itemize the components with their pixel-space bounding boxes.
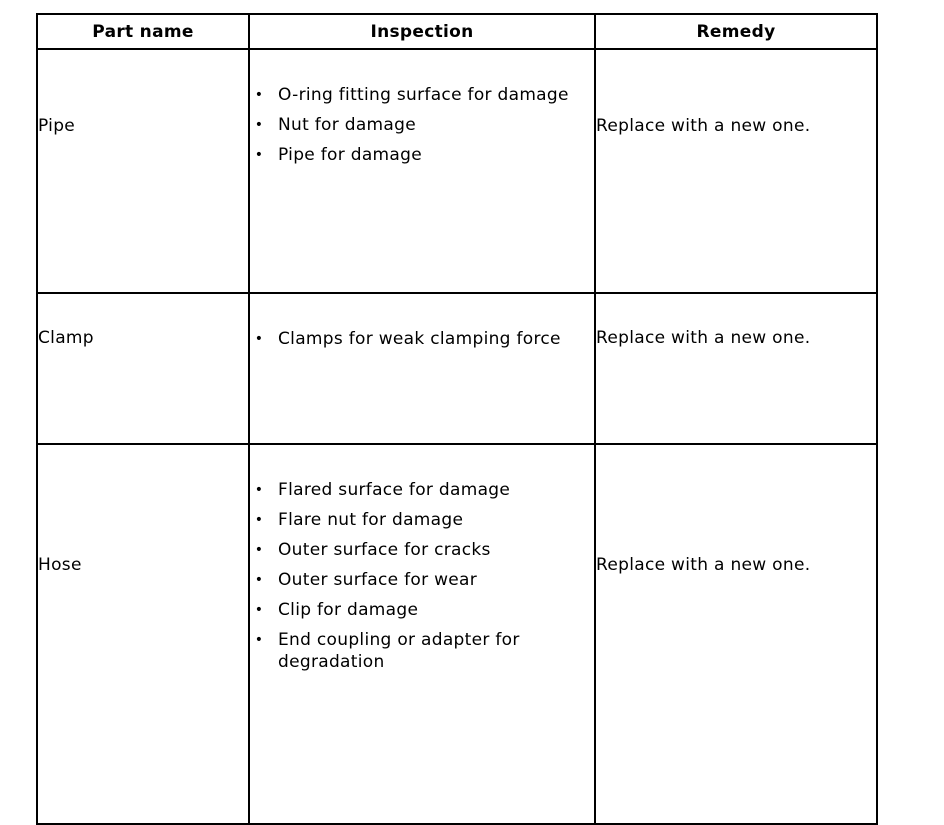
bullet-icon: • bbox=[254, 331, 264, 347]
table-header-row bbox=[37, 14, 877, 49]
inspection-item-text: End coupling or adapter for degradation bbox=[278, 630, 520, 672]
remedy-cell: Replace with a new one. bbox=[595, 293, 877, 444]
bullet-icon: • bbox=[254, 572, 264, 588]
part-name-cell: Pipe bbox=[37, 49, 249, 293]
bullet-icon: • bbox=[254, 482, 264, 498]
inspection-item bbox=[250, 629, 594, 673]
inspection-item-text: Pipe for damage bbox=[278, 145, 422, 165]
remedy-cell: Replace with a new one. bbox=[595, 49, 877, 293]
remedy-cell: Replace with a new one. bbox=[595, 444, 877, 824]
inspection-cell bbox=[249, 293, 595, 444]
header-remedy: Remedy bbox=[595, 14, 877, 49]
inspection-item bbox=[250, 539, 594, 561]
header-part-name: Part name bbox=[37, 14, 249, 49]
inspection-list bbox=[250, 479, 594, 673]
inspection-item bbox=[250, 328, 594, 350]
inspection-item-text: O-ring fitting surface for damage bbox=[278, 85, 569, 105]
inspection-item bbox=[250, 114, 594, 136]
table-row bbox=[37, 293, 877, 444]
inspection-item-text: Flared surface for damage bbox=[278, 480, 511, 500]
inspection-cell bbox=[249, 444, 595, 824]
bullet-icon: • bbox=[254, 542, 264, 558]
inspection-item bbox=[250, 599, 594, 621]
part-name-cell: Clamp bbox=[37, 293, 249, 444]
table-row bbox=[37, 444, 877, 824]
inspection-item bbox=[250, 144, 594, 166]
inspection-item bbox=[250, 479, 594, 501]
bullet-icon: • bbox=[254, 147, 264, 163]
inspection-item bbox=[250, 569, 594, 591]
bullet-icon: • bbox=[254, 602, 264, 618]
inspection-item bbox=[250, 509, 594, 531]
bullet-icon: • bbox=[254, 632, 264, 648]
inspection-item-text: Outer surface for wear bbox=[278, 570, 478, 590]
inspection-item-text: Flare nut for damage bbox=[278, 510, 464, 530]
header-inspection: Inspection bbox=[249, 14, 595, 49]
bullet-icon: • bbox=[254, 87, 264, 103]
inspection-item-text: Nut for damage bbox=[278, 115, 416, 135]
inspection-item-text: Outer surface for cracks bbox=[278, 540, 491, 560]
inspection-list bbox=[250, 84, 594, 166]
table-row bbox=[37, 49, 877, 293]
inspection-item bbox=[250, 84, 594, 106]
inspection-table bbox=[36, 13, 878, 825]
part-name-cell: Hose bbox=[37, 444, 249, 824]
inspection-item-text: Clamps for weak clamping force bbox=[278, 329, 561, 349]
inspection-item-text: Clip for damage bbox=[278, 600, 419, 620]
inspection-list bbox=[250, 328, 594, 350]
bullet-icon: • bbox=[254, 117, 264, 133]
bullet-icon: • bbox=[254, 512, 264, 528]
inspection-cell bbox=[249, 49, 595, 293]
